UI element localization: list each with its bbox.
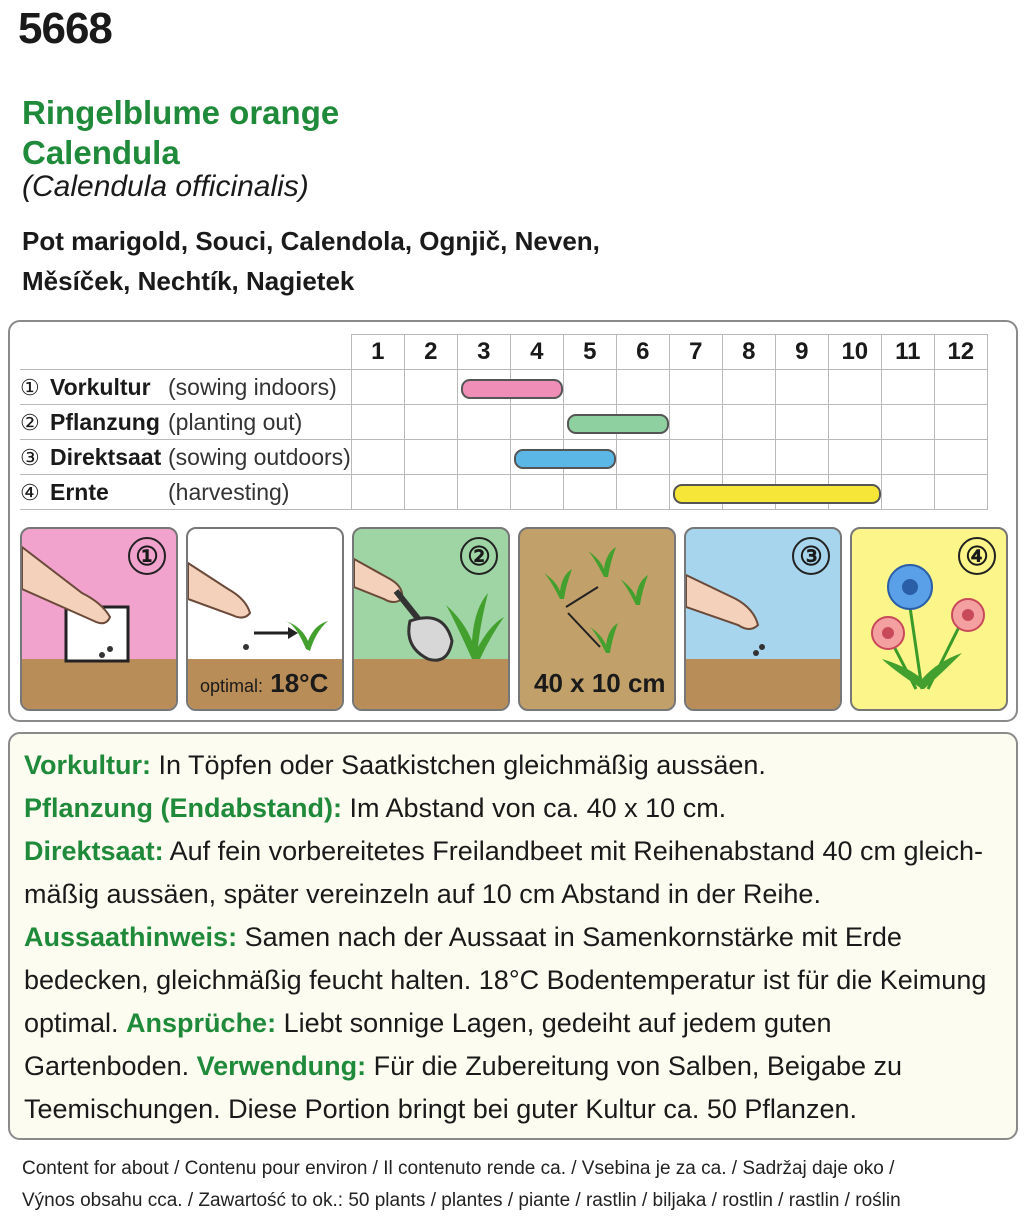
title-german: Ringelblume orange	[22, 94, 340, 131]
month-2: 2	[404, 335, 457, 370]
pictogram-harvesting	[850, 527, 1008, 711]
row-label-en: (sowing outdoors)	[168, 443, 351, 470]
pictogram-sowing-indoors	[20, 527, 178, 711]
month-3: 3	[457, 335, 510, 370]
vorkultur-heading: Vorkultur:	[24, 750, 151, 780]
verwendung-text: Für die Zubereitung von Salben, Beigabe zu Teemischungen. Diese Portion bringt bei guter Kultur ca. 50 Pflanzen.	[24, 1051, 903, 1124]
direktsaat-text: Auf fein vorbereitetes Freilandbeet mit Reihenabstand 40 cm gleich-mäßig aussäen, später vereinzeln auf 10 cm Abstand in der Reihe.	[24, 836, 984, 909]
optimal-label: optimal:	[200, 676, 264, 696]
pictogram-strip	[20, 527, 1006, 709]
footer-content-line1: Content for about / Contenu pour environ / Il contenuto rende ca. / Vsebina je za ca. / Sadržaj daje oko /	[22, 1158, 895, 1179]
pflanzung-heading: Pflanzung (Endabstand):	[24, 793, 342, 823]
calendar-row-direktsaat	[20, 440, 987, 475]
step-number: ④	[20, 479, 40, 505]
month-1: 1	[351, 335, 404, 370]
common-names-line2: Měsíček, Nechtík, Nagietek	[22, 266, 355, 296]
month-12: 12	[934, 335, 987, 370]
month-4: 4	[510, 335, 563, 370]
trowel-plant-icon	[354, 529, 508, 709]
row-label-en: (sowing indoors)	[168, 373, 337, 400]
month-8: 8	[722, 335, 775, 370]
product-code: 5668	[18, 4, 112, 53]
step-4-badge: ④	[958, 537, 996, 575]
pflanzung-text: Im Abstand von ca. 40 x 10 cm.	[341, 793, 727, 823]
footer-content-line2: Výnos obsahu cca. / Zawartość to ok.: 50 plants / plantes / piante / rastlin / biljaka / rostlin / rastlin / roślin	[22, 1190, 901, 1211]
pictogram-sowing-outdoors	[684, 527, 842, 711]
calendar-bar-vorkultur	[461, 379, 563, 399]
calendar-bar-pflanzung	[567, 414, 669, 434]
month-5: 5	[563, 335, 616, 370]
direktsaat-heading: Direktsaat:	[24, 836, 164, 866]
latin-name: (Calendula officinalis)	[22, 170, 309, 203]
common-names-line1: Pot marigold, Souci, Calendola, Ognjič, Neven,	[22, 226, 600, 256]
aussaat-text: Samen nach der Aussaat in Samenkornstärke mit Erde bedecken, gleichmäßig feucht halten. 18°C Bodentemperatur ist für die Keimung optimal.	[24, 922, 987, 1038]
row-label-en: (harvesting)	[168, 478, 290, 505]
aussaat-heading: Aussaathinweis:	[24, 922, 238, 952]
verwendung-heading: Verwendung:	[196, 1051, 367, 1081]
instructions-text	[24, 744, 1004, 1131]
calendar-bar-direktsaat	[514, 449, 616, 469]
month-10: 10	[828, 335, 881, 370]
calendar-panel	[8, 320, 1018, 722]
calendar-row-pflanzung	[20, 405, 987, 440]
hand-sowing-icon	[686, 529, 840, 709]
instructions-panel	[8, 732, 1018, 1140]
row-label: Pflanzung	[50, 408, 160, 435]
row-label: Vorkultur	[50, 373, 151, 400]
step-number: ②	[20, 409, 40, 435]
flowers-icon	[852, 529, 1006, 709]
title-calendula: Calendula	[22, 134, 180, 171]
step-2-badge: ②	[460, 537, 498, 575]
optimal-temperature: 18°C	[270, 668, 329, 698]
row-label: Direktsaat	[50, 443, 162, 470]
month-11: 11	[881, 335, 934, 370]
vorkultur-text: In Töpfen oder Saatkistchen gleichmäßig aussäen.	[151, 750, 766, 780]
spacing-label: 40 x 10 cm	[534, 668, 666, 698]
seed-pot-hand-icon	[22, 529, 176, 709]
ansprueche-heading: Ansprüche:	[126, 1008, 277, 1038]
calendar-bar-ernte	[673, 484, 881, 504]
pictogram-planting-out	[352, 527, 510, 711]
step-number: ③	[20, 444, 40, 470]
month-9: 9	[775, 335, 828, 370]
step-1-badge: ①	[128, 537, 166, 575]
step-3-badge: ③	[792, 537, 830, 575]
step-number: ①	[20, 374, 40, 400]
month-7: 7	[669, 335, 722, 370]
pictogram-germination	[186, 527, 344, 711]
row-label-en: (planting out)	[168, 408, 303, 435]
month-6: 6	[616, 335, 669, 370]
row-label: Ernte	[50, 478, 109, 505]
ansprueche-text: Liebt sonnige Lagen, gedeiht auf jedem guten Gartenboden.	[24, 1008, 832, 1081]
pictogram-spacing	[518, 527, 676, 711]
